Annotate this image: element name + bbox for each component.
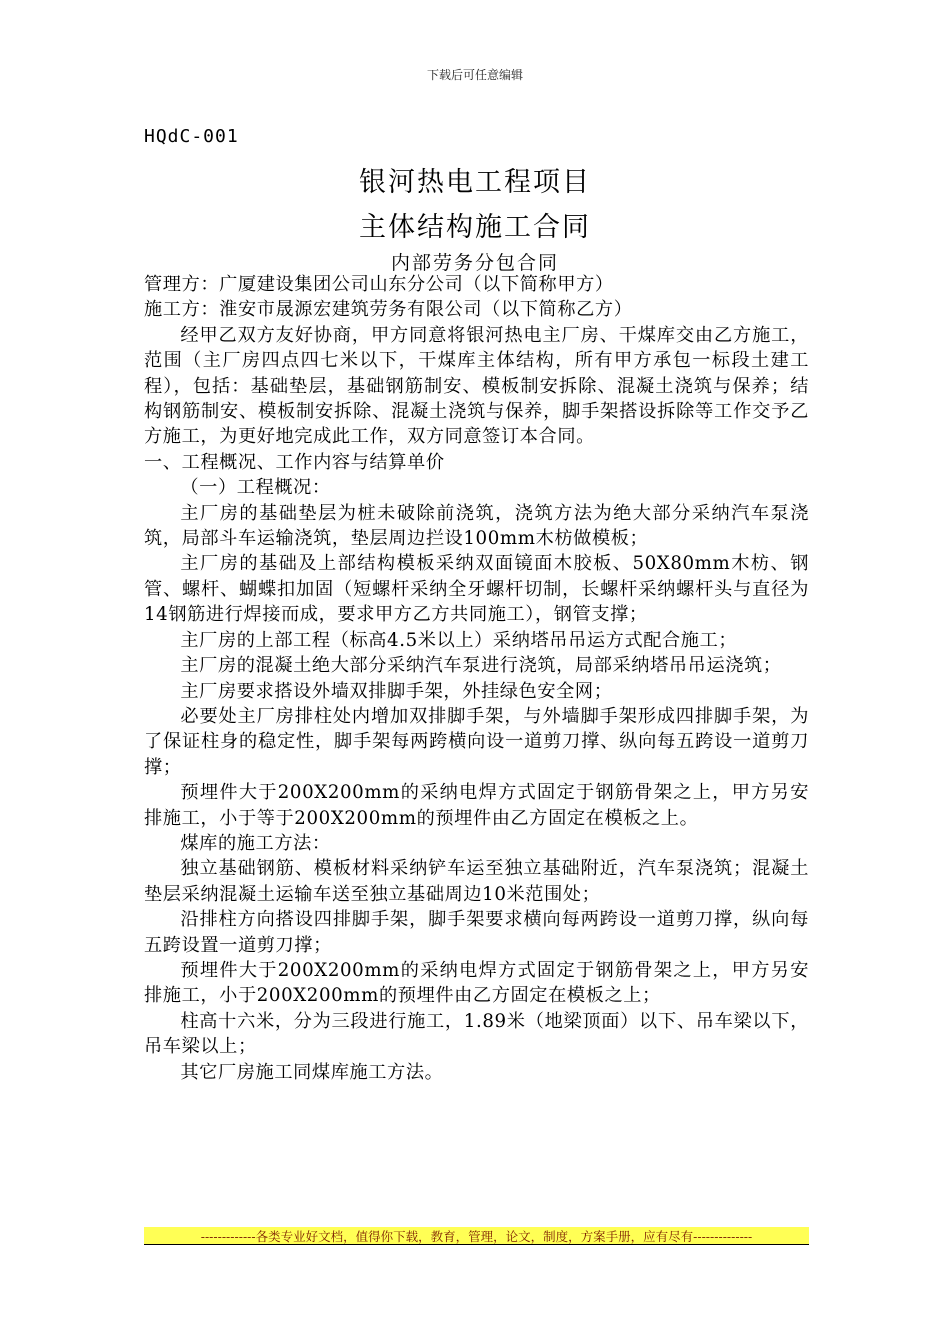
document-title-contract: 主体结构施工合同 xyxy=(359,212,591,243)
body-paragraph: 主厂房的基础及上部结构模板采纳双面镜面木胶板、50X80mm木枋、钢管、螺杆、蝴蝶扣加固（短螺杆采纳全牙螺杆切制，长螺杆采纳螺杆头与直径为14钢筋进行焊接而成，要求甲方乙方共同施工），钢管支撑； xyxy=(144,553,809,626)
document-subtitle: 内部劳务分包合同 xyxy=(390,252,559,274)
preamble-paragraph: 经甲乙双方友好协商，甲方同意将银河热电主厂房、干煤库交由乙方施工，范围（主厂房四点四七米以下，干煤库主体结构，所有甲方承包一标段土建工程），包括：基础垫层，基础钢筋制安、模板制安拆除、混凝土浇筑与保养；结构钢筋制安、模板制安拆除、混凝土浇筑与保养，脚手架搭设拆除等工作交予乙方施工，为更好地完成此工作，双方同意签订本合同。 xyxy=(144,324,809,448)
body-paragraph: 必要处主厂房排柱处内增加双排脚手架，与外墙脚手架形成四排脚手架，为了保证柱身的稳定性，脚手架每两跨横向设一道剪刀撑、纵向每五跨设一道剪刀撑； xyxy=(144,705,809,778)
document-code: HQdC-001 xyxy=(144,126,239,147)
body-paragraph: 主厂房要求搭设外墙双排脚手架，外挂绿色安全网； xyxy=(180,680,613,702)
body-paragraph: 煤库的施工方法： xyxy=(180,832,331,854)
body-paragraph: 主厂房的混凝土绝大部分采纳汽车泵进行浇筑，局部采纳塔吊吊运浇筑； xyxy=(180,655,782,677)
body-paragraph: 沿排柱方向搭设四排脚手架，脚手架要求横向每两跨设一道剪刀撑，纵向每五跨设置一道剪刀撑； xyxy=(144,909,809,956)
page-header-note: 下载后可任意编辑 xyxy=(426,68,523,82)
body-paragraph: 预埋件大于200X200mm的采纳电焊方式固定于钢筋骨架之上，甲方另安排施工，小于等于200X200mm的预埋件由乙方固定在模板之上。 xyxy=(144,782,809,829)
party-management: 管理方：广厦建设集团公司山东分公司（以下简称甲方） xyxy=(144,274,614,295)
subsection-heading: （一）工程概况： xyxy=(180,477,331,499)
section-heading: 一、工程概况、工作内容与结算单价 xyxy=(144,451,445,473)
body-paragraph: 柱高十六米，分为三段进行施工，1.89米（地梁顶面）以下、吊车梁以下，吊车梁以上； xyxy=(144,1010,809,1058)
body-paragraph: 主厂房的上部工程（标高4.5米以上）采纳塔吊吊运方式配合施工； xyxy=(180,629,738,651)
body-paragraph: 主厂房的基础垫层为桩未破除前浇筑，浇筑方法为绝大部分采纳汽车泵浇筑，局部斗车运输浇筑，垫层周边拦设100mm木枋做模板； xyxy=(144,502,809,550)
document-body xyxy=(144,272,809,1085)
body-paragraph: 其它厂房施工同煤库施工方法。 xyxy=(180,1061,444,1083)
document-title-project: 银河热电工程项目 xyxy=(359,167,591,198)
body-paragraph: 预埋件大于200X200mm的采纳电焊方式固定于钢筋骨架之上，甲方另安排施工，小于200X200mm的预埋件由乙方固定在模板之上； xyxy=(144,959,809,1007)
party-contractor: 施工方：淮安市晟源宏建筑劳务有限公司（以下简称乙方） xyxy=(144,299,633,321)
footer-divider xyxy=(144,1244,809,1245)
body-paragraph: 独立基础钢筋、模板材料采纳铲车运至独立基础附近，汽车泵浇筑；混凝土垫层采纳混凝土运输车送至独立基础周边10米范围处； xyxy=(144,858,809,905)
footer-banner: -------------各类专业好文档，值得你下载，教育，管理，论文，制度，方案手册，应有尽有-------------- xyxy=(144,1227,809,1245)
